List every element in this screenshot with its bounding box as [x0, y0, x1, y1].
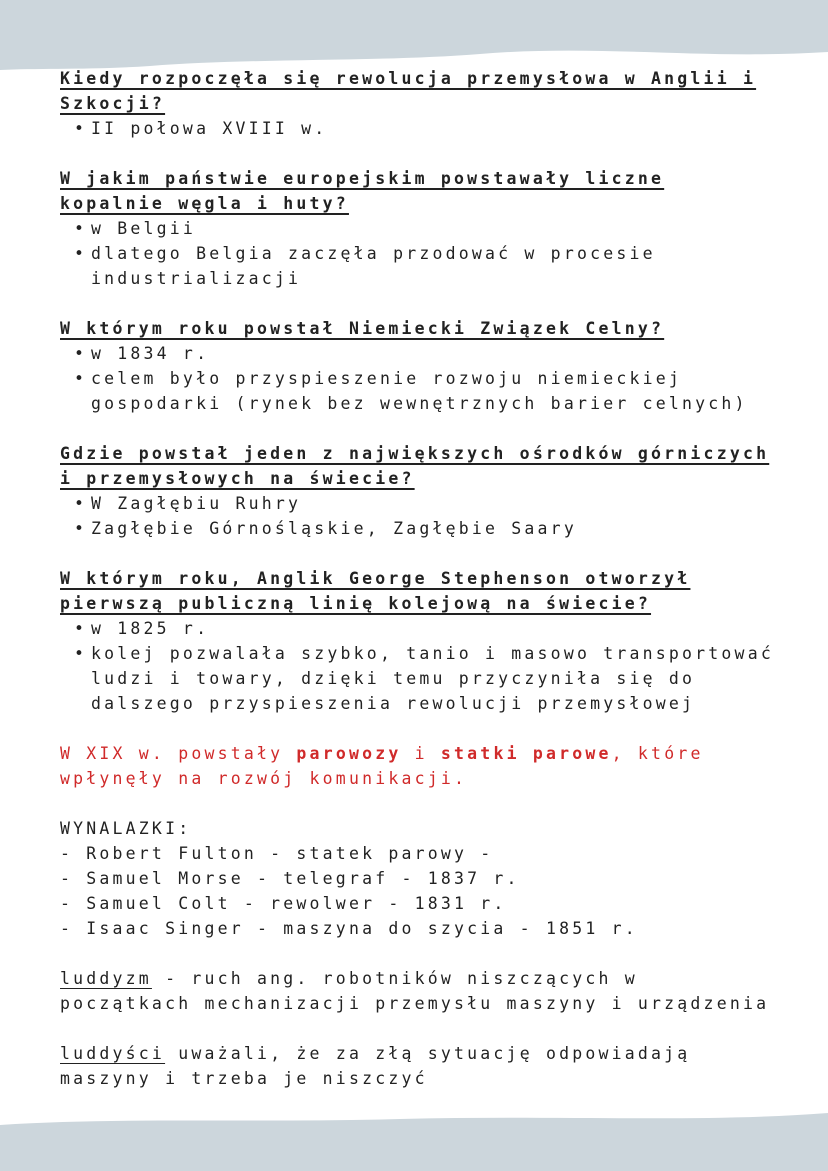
highlight-bold: parowozy — [296, 744, 402, 763]
invention-item: - Isaac Singer - maszyna do szycia - 1851 r. — [60, 919, 638, 938]
question-heading: Gdzie powstał jeden z największych ośrodków górniczych i przemysłowych na świecie? — [60, 444, 770, 488]
qa-section-5 — [60, 566, 780, 716]
answer-list — [60, 116, 780, 141]
answer-item: • celem było przyspieszenie rozwoju niemieckiej gospodarki (rynek bez wewnętrznych barier celnych) — [74, 366, 780, 416]
qa-section-3 — [60, 316, 780, 416]
answer-item: • kolej pozwalała szybko, tanio i masowo transportować ludzi i towary, dzięki temu przyczyniła się do dalszego przyspieszenia rewolucji przemysłowej — [74, 641, 780, 716]
highlight-text: W XIX w. powstały — [60, 744, 297, 763]
question-heading: W jakim państwie europejskim powstawały liczne kopalnie węgla i huty? — [60, 169, 665, 213]
definition-text: - ruch ang. robotników niszczących w początkach mechanizacji przemysłu maszyny i urządzenia — [60, 969, 770, 1013]
definition-luddysci — [60, 1041, 780, 1091]
definition-luddyzm — [60, 966, 780, 1016]
answer-item: • w 1834 r. — [74, 341, 780, 366]
qa-section-2 — [60, 166, 780, 291]
answer-item: • w Belgii — [74, 216, 780, 241]
highlight-bold: statki parowe — [440, 744, 612, 763]
answer-list — [60, 216, 780, 291]
qa-section-1 — [60, 66, 780, 141]
answer-item: • W Zagłębiu Ruhry — [74, 491, 780, 516]
invention-item: - Samuel Morse - telegraf - 1837 r. — [60, 869, 520, 888]
definition-term: luddyzm — [60, 969, 152, 988]
invention-item: - Robert Fulton - statek parowy - — [60, 844, 494, 863]
question-heading: W którym roku powstał Niemiecki Związek Celny? — [60, 319, 665, 338]
answer-item: • dlatego Belgia zaczęła przodować w procesie industrializacji — [74, 241, 780, 291]
answer-list — [60, 616, 780, 716]
definition-term: luddyści — [60, 1044, 166, 1063]
qa-section-4 — [60, 441, 780, 541]
inventions-section — [60, 816, 780, 941]
answer-list — [60, 341, 780, 416]
question-heading: Kiedy rozpoczęła się rewolucja przemysłowa w Anglii i Szkocji? — [60, 69, 757, 113]
answer-item: • w 1825 r. — [74, 616, 780, 641]
question-heading: W którym roku, Anglik George Stephenson otworzył pierwszą publiczną linię kolejową na świecie? — [60, 569, 691, 613]
highlight-text: i — [401, 744, 441, 763]
highlight-note — [60, 741, 780, 791]
answer-item: • II połowa XVIII w. — [74, 116, 780, 141]
invention-item: - Samuel Colt - rewolwer - 1831 r. — [60, 894, 507, 913]
definition-text: uważali, że za złą sytuację odpowiadają maszyny i trzeba je niszczyć — [60, 1044, 691, 1088]
answer-item: • Zagłębie Górnośląskie, Zagłębie Saary — [74, 516, 780, 541]
notes-content — [60, 66, 780, 1116]
inventions-heading: WYNALAZKI: — [60, 819, 192, 838]
highlight-text: , które wpłynęły na rozwój komunikacji. — [60, 744, 704, 788]
answer-list — [60, 491, 780, 541]
